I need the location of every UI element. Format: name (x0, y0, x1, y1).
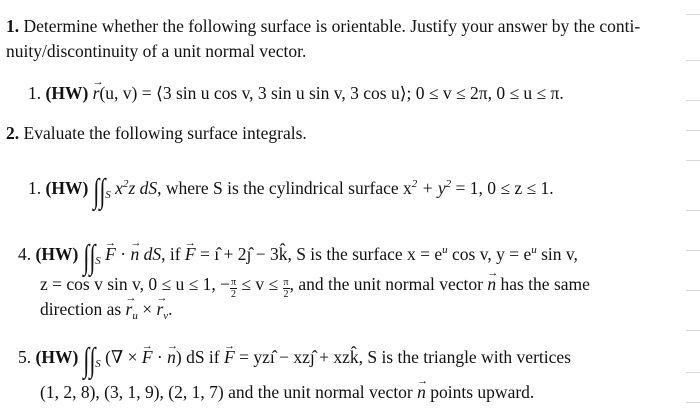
q1-sub1-number: 1. (28, 83, 42, 103)
q1-sub1-function: (u, v) = ⟨3 sin u cos v, 3 sin u sin v, 3 cos u⟩; 0 ≤ v ≤ 2π, 0 ≤ u ≤ π. (99, 83, 564, 103)
double-integral-symbol: ∫∫ (82, 342, 96, 379)
q2-sub4-line1d: sin v, (536, 244, 578, 264)
n-vector: n → (130, 243, 139, 265)
q1-text-line2: nuity/discontinuity of a unit normal vector. (6, 41, 307, 61)
q2-sub5-line1c: ) dS if (175, 347, 224, 367)
double-integral-symbol: ∫∫ (82, 239, 96, 276)
f-vector: F → (224, 346, 235, 368)
r-vector: r → (93, 82, 100, 104)
f-vector: F → (105, 243, 116, 265)
q2-sub5-number: 5. (18, 347, 32, 367)
q1-line1 (6, 15, 640, 37)
q2-sub4-line1c: cos v, y = e (447, 244, 532, 264)
q1-sub1-tag: (HW) (45, 83, 89, 103)
integral-subscript: S (95, 358, 101, 370)
n-vector: n → (167, 346, 176, 368)
q2-text: Evaluate the following surface integrals. (19, 123, 307, 143)
page-edge-lines (686, 0, 700, 412)
q2-sub4-line3: direction as (40, 299, 126, 319)
integral-subscript: S (95, 255, 101, 267)
q2-sub1-text2: = 1, 0 ≤ z ≤ 1. (451, 178, 554, 198)
q2-sub4-line3: direction as $r \to_u \times r \to_v$. (40, 298, 173, 327)
q2-sub4-line2d: has the same (496, 274, 590, 294)
q2-sub4-line2a: z = cos v sin v, 0 ≤ u ≤ 1, − (40, 274, 230, 294)
q2-number: 2. (6, 123, 20, 143)
q2-sub1: 1. (HW) $\int\int_S$ $x^2z$ dS, where S is the cylindrical surface $x^2 + y^2 = 1$, 0 ≤ z ≤ 1. (28, 173, 554, 210)
q2-sub5-line2 (40, 381, 534, 403)
q2-sub4-line1: 4. (HW) $\int\int_S$ F → · n → dS, if F → = ı̂ + 2ȷ̂ − 3k̂, S is the surface $x = e^u$ cos v, $y = e^u$ sin v, (18, 239, 578, 272)
q1-text-line1: Determine whether the following surface is orientable. Justify your answer by the conti- (19, 16, 641, 36)
q2-sub5-line1 (18, 342, 571, 379)
q2-sub5-line1d: = yzı̂ − xzȷ̂ + xzk̂, S is the triangle with vertices (234, 347, 571, 367)
n-vector: n → (487, 273, 496, 295)
r-vector: r → (156, 298, 163, 320)
integral-subscript: S (105, 189, 111, 201)
q2-sub4-line2c: , and the unit normal vector (289, 274, 488, 294)
f-vector: F → (142, 346, 153, 368)
integrand: $x^2z$ dS (115, 178, 158, 198)
q2-heading (6, 122, 307, 144)
q2-sub5-line1b: · (152, 347, 168, 367)
q1-line2 (6, 40, 306, 62)
q2-sub4-line2 (40, 273, 590, 300)
q2-sub1-number: 1. (28, 178, 42, 198)
r-vector: r → (126, 298, 133, 320)
pi-over-2-fraction: $\frac{\pi}{2}$ (230, 277, 237, 300)
n-vector: n → (417, 381, 426, 403)
q2-sub4-line1b: = ı̂ + 2ȷ̂ − 3k̂, S is the surface x = e (195, 244, 443, 264)
q2-sub5-line2a: (1, 2, 8), (3, 1, 9), (2, 1, 7) and the unit normal vector (40, 382, 418, 402)
double-integral-symbol: ∫∫ (92, 173, 106, 210)
q2-sub5-line1a: (∇ × (105, 347, 142, 367)
q2-sub1-tag: (HW) (45, 178, 89, 198)
q2-sub5-line2b: points upward. (425, 382, 535, 402)
q1-number: 1. (6, 16, 20, 36)
q2-sub4-line2b: ≤ v ≤ (237, 274, 283, 294)
f-vector: F → (185, 243, 196, 265)
pi-over-2-fraction: $\frac{\pi}{2}$ (283, 277, 289, 300)
q2-sub1-text: , where S is the cylindrical surface x (157, 178, 412, 198)
q2-sub5-tag: (HW) (35, 347, 79, 367)
q2-sub4-number: 4. (18, 244, 32, 264)
q1-sub1 (28, 82, 564, 104)
q2-sub4-tag: (HW) (35, 244, 79, 264)
